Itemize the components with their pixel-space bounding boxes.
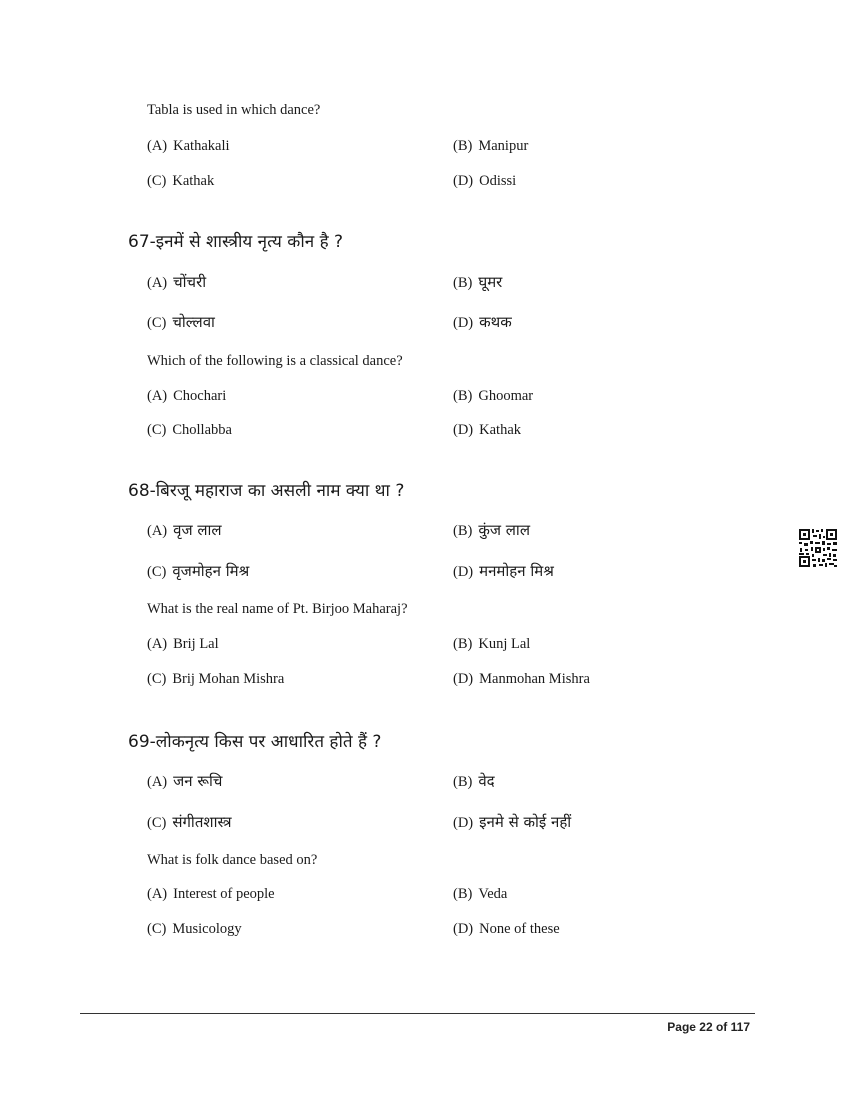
- q69-en-option-d: [453, 921, 560, 938]
- q69-en-option-b: [453, 886, 507, 903]
- option-text: Ghoomar: [478, 388, 534, 404]
- q69-en-option-a: [147, 886, 275, 903]
- q69-hi-option-b: [453, 771, 495, 791]
- question-69-hindi: 69-लोकनृत्य किस पर आधारित होते हैं ?: [128, 732, 382, 752]
- option-label: (D): [453, 671, 474, 687]
- option-label: (D): [453, 921, 474, 937]
- q67-hi-option-d: [453, 312, 512, 332]
- q67-hi-option-c: [147, 312, 215, 332]
- q66-option-c: [147, 173, 214, 190]
- option-text: घूमर: [478, 273, 503, 291]
- option-label: (B): [453, 886, 473, 902]
- q67-hi-option-b: [453, 272, 502, 292]
- option-text: Musicology: [172, 921, 242, 937]
- option-label: (B): [453, 523, 473, 539]
- question-68-english: What is the real name of Pt. Birjoo Maharaj?: [147, 601, 408, 617]
- option-text: वेद: [478, 772, 495, 790]
- option-label: (D): [453, 173, 474, 189]
- option-label: (D): [453, 564, 474, 580]
- question-67-hindi: 67-इनमें से शास्त्रीय नृत्य कौन है ?: [128, 232, 344, 252]
- option-label: (A): [147, 523, 168, 539]
- option-label: (D): [453, 422, 474, 438]
- option-text: कुंज लाल: [478, 521, 530, 539]
- question-67-english: Which of the following is a classical dance?: [147, 353, 403, 369]
- option-label: (D): [453, 815, 474, 831]
- option-text: संगीतशास्त्र: [172, 813, 232, 831]
- option-text: None of these: [479, 921, 560, 937]
- option-text: Brij Mohan Mishra: [172, 671, 285, 687]
- option-label: (A): [147, 275, 168, 291]
- option-label: (A): [147, 774, 168, 790]
- option-text: वृज लाल: [173, 521, 222, 539]
- option-label: (C): [147, 315, 167, 331]
- q67-en-option-d: [453, 422, 521, 439]
- option-label: (C): [147, 564, 167, 580]
- q69-hi-option-a: [147, 771, 222, 791]
- option-text: Manipur: [478, 138, 529, 154]
- option-label: (D): [453, 315, 474, 331]
- q68-en-option-b: [453, 636, 530, 653]
- q67-en-option-a: [147, 388, 226, 405]
- q66-option-b: [453, 138, 528, 155]
- option-label: (A): [147, 886, 168, 902]
- option-label: (C): [147, 422, 167, 438]
- option-text: जन रूचि: [173, 772, 223, 790]
- option-label: (B): [453, 138, 473, 154]
- q67-en-option-c: [147, 422, 232, 439]
- q66-option-d: [453, 173, 516, 190]
- qr-code-icon: [798, 528, 838, 568]
- option-text: Manmohan Mishra: [479, 671, 590, 687]
- option-text: Chollabba: [172, 422, 232, 438]
- q66-option-a: [147, 138, 230, 155]
- option-text: मनमोहन मिश्र: [479, 562, 554, 580]
- option-label: (C): [147, 173, 167, 189]
- q67-en-option-b: [453, 388, 533, 405]
- question-66-english: Tabla is used in which dance?: [147, 102, 321, 118]
- option-text: Chochari: [173, 388, 227, 404]
- option-text: Interest of people: [173, 886, 275, 902]
- option-text: Brij Lal: [173, 636, 219, 652]
- q69-hi-option-d: [453, 812, 571, 832]
- option-label: (C): [147, 671, 167, 687]
- option-label: (B): [453, 774, 473, 790]
- option-label: (A): [147, 388, 168, 404]
- option-text: Kunj Lal: [478, 636, 531, 652]
- option-text: कथक: [479, 313, 512, 331]
- q69-hi-option-c: [147, 812, 232, 832]
- option-label: (C): [147, 815, 167, 831]
- option-label: (C): [147, 921, 167, 937]
- option-label: (A): [147, 636, 168, 652]
- q68-en-option-d: [453, 671, 590, 688]
- option-text: वृजमोहन मिश्र: [172, 562, 250, 580]
- footer-divider: [80, 1013, 755, 1014]
- question-69-english: What is folk dance based on?: [147, 852, 318, 868]
- option-text: Veda: [478, 886, 508, 902]
- option-text: Kathak: [172, 173, 215, 189]
- option-text: चोंचरी: [173, 273, 207, 291]
- q67-hi-option-a: [147, 272, 206, 292]
- option-label: (B): [453, 636, 473, 652]
- q68-en-option-a: [147, 636, 219, 653]
- option-label: (A): [147, 138, 168, 154]
- page-number: Page 22 of 117: [667, 1020, 750, 1034]
- q68-hi-option-c: [147, 561, 249, 581]
- q69-en-option-c: [147, 921, 242, 938]
- question-68-hindi: 68-बिरजू महाराज का असली नाम क्या था ?: [128, 481, 405, 501]
- option-text: Kathakali: [173, 138, 230, 154]
- q68-hi-option-b: [453, 520, 530, 540]
- option-text: इनमे से कोई नहीं: [479, 813, 572, 831]
- q68-en-option-c: [147, 671, 284, 688]
- q68-hi-option-d: [453, 561, 554, 581]
- q68-hi-option-a: [147, 520, 222, 540]
- option-label: (B): [453, 388, 473, 404]
- option-text: चोल्लवा: [172, 313, 215, 331]
- option-text: Kathak: [479, 422, 522, 438]
- option-text: Odissi: [479, 173, 517, 189]
- option-label: (B): [453, 275, 473, 291]
